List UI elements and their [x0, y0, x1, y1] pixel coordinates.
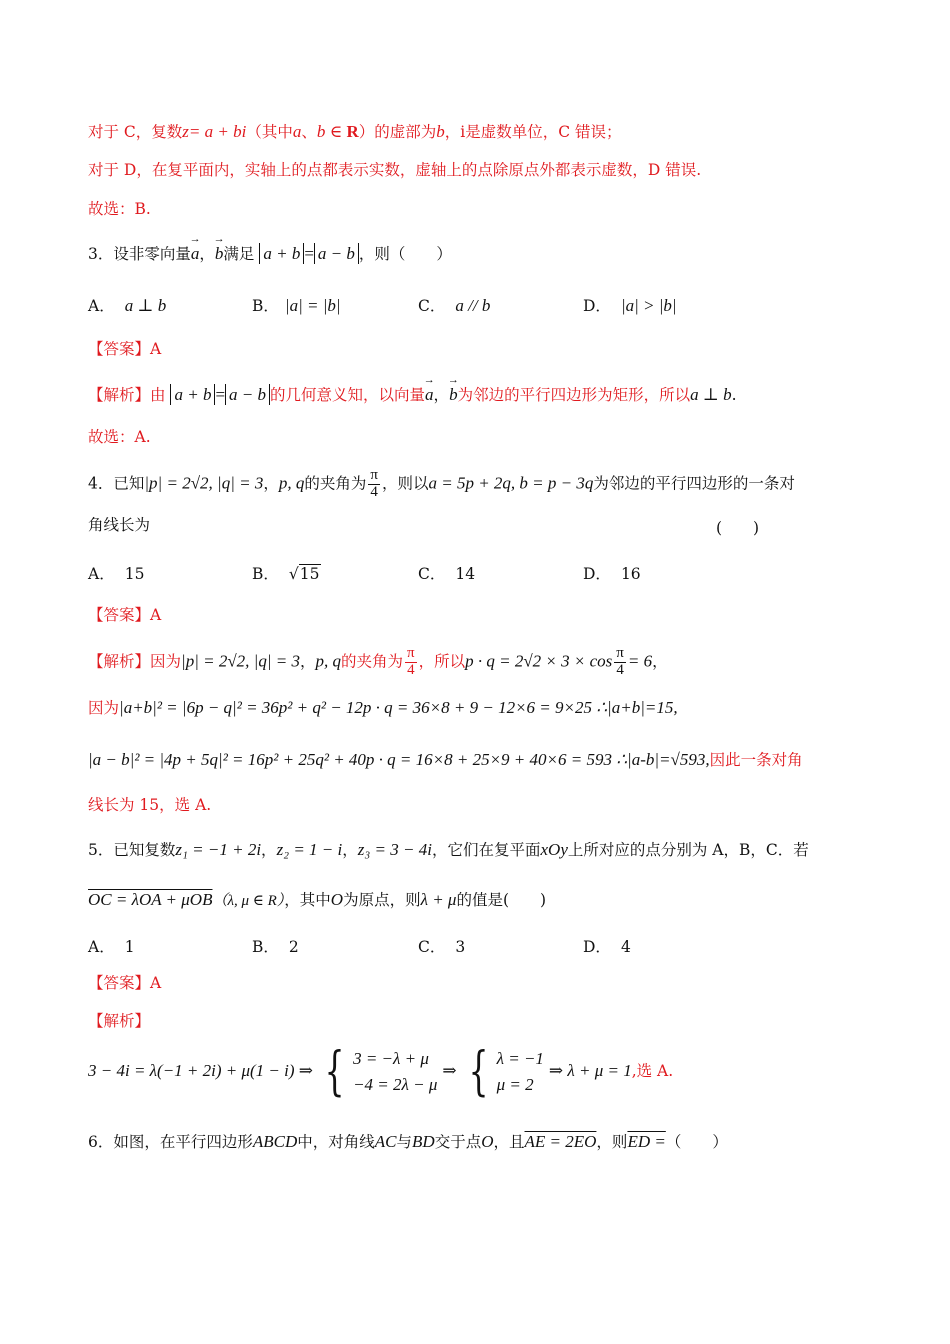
- q4-option-c: C． 14: [418, 565, 476, 583]
- q5-stem-line2: OC = λOA + μOB（λ, μ ∈ R），其中O为原点，则λ + μ的值是( ): [88, 890, 547, 909]
- q5-system-1: { 3 = −λ + μ −4 = 2λ − μ: [324, 1042, 438, 1102]
- q3-option-d: D． |a| > |b|: [583, 296, 677, 315]
- q4-analysis-line4: 线长为 15，选 A.: [88, 796, 212, 814]
- q4-analysis-line1: 【解析】因为|p| = 2√2, |q| = 3，p, q的夹角为 $\frac{\pi}{4}$ ，所以p · q = 2√2 × 3 × cos $\frac{\pi}{4}$ = 6，: [88, 645, 668, 678]
- q3-stem: 3．设非零向量→ a，→ b满足 a + b = a − b ，则（ ）: [88, 242, 452, 264]
- q4-option-d: D． 16: [583, 565, 641, 583]
- q2-option-d-analysis: 对于 D，在复平面内，实轴上的点都表示实数，虚轴上的点除原点外都表示虚数，D 错误.: [88, 161, 702, 179]
- q5-answer: 【答案】A: [88, 974, 162, 992]
- q4-stem-line2: 角线长为: [88, 516, 151, 534]
- q3-option-a: A． a ⊥ b: [88, 296, 167, 315]
- q5-system-2: { λ = −1 μ = 2: [468, 1042, 544, 1102]
- q3-answer: 【答案】A: [88, 340, 162, 358]
- q3-choice: 故选：A.: [88, 428, 151, 446]
- q5-analysis-equation: 3 − 4i = λ(−1 + 2i) + μ(1 − i) ⇒ { 3 = −λ + μ −4 = 2λ − μ ⇒ { λ = −1 μ = 2 ⇒ λ + μ = 1,选 A.: [88, 1042, 674, 1102]
- q4-paren: ( ): [716, 519, 760, 537]
- q4-answer: 【答案】A: [88, 606, 162, 624]
- q4-stem: 4．已知|p| = 2√2, |q| = 3，p, q的夹角为 $\frac{\pi}{4}$ ，则以a = 5p + 2q, b = p − 3q为邻边的平行四边形的一条对: [88, 467, 795, 500]
- q4-angle-fraction: $\frac{\pi}{4}$: [370, 467, 378, 500]
- q4-option-a: A． 15: [88, 565, 145, 583]
- q2-choice: 故选：B.: [88, 200, 151, 218]
- q4-analysis-line3: |a − b|² = |4p + 5q|² = 16p² + 25q² + 40p · q = 16×8 + 25×9 + 40×6 = 593 ∴|a-b|=√593,因此一条对角: [88, 750, 803, 769]
- q5-option-a: A． 1: [88, 938, 135, 956]
- q3-option-b: B． |a| = |b|: [252, 296, 341, 315]
- q5-analysis-label: 【解析】: [88, 1012, 151, 1030]
- q4-option-b: B． √15: [252, 565, 320, 583]
- q3-analysis: 【解析】由 a + b = a − b 的几何意义知，以向量→ a，→ b为邻边的平行四边形为矩形，所以a ⊥ b.: [88, 383, 737, 405]
- q4-analysis-line2: 因为|a+b|² = |6p − q|² = 36p² + q² − 12p · q = 36×8 + 9 − 12×6 = 9×25 ∴|a+b|=15,: [88, 698, 678, 717]
- q2-option-c-analysis: 对于 C，复数z= a + bi（其中a、b ∈ R）的虚部为b，i是虚数单位，C 错误；: [88, 122, 622, 141]
- q5-stem: 5．已知复数z₁ = −1 + 2i，z₂ = 1 − i，z₃ = 3 − 4i，它们在复平面xOy上所对应的点分别为 A，B，C．若: [88, 840, 809, 859]
- q3-option-c: C． a // b: [418, 296, 491, 315]
- q6-stem: 6．如图，在平行四边形ABCD中，对角线AC与BD交于点O，且AE = 2EO，则ED =（ ）: [88, 1132, 728, 1151]
- q5-option-d: D． 4: [583, 938, 631, 956]
- q5-option-b: B． 2: [252, 938, 299, 956]
- q5-option-c: C． 3: [418, 938, 466, 956]
